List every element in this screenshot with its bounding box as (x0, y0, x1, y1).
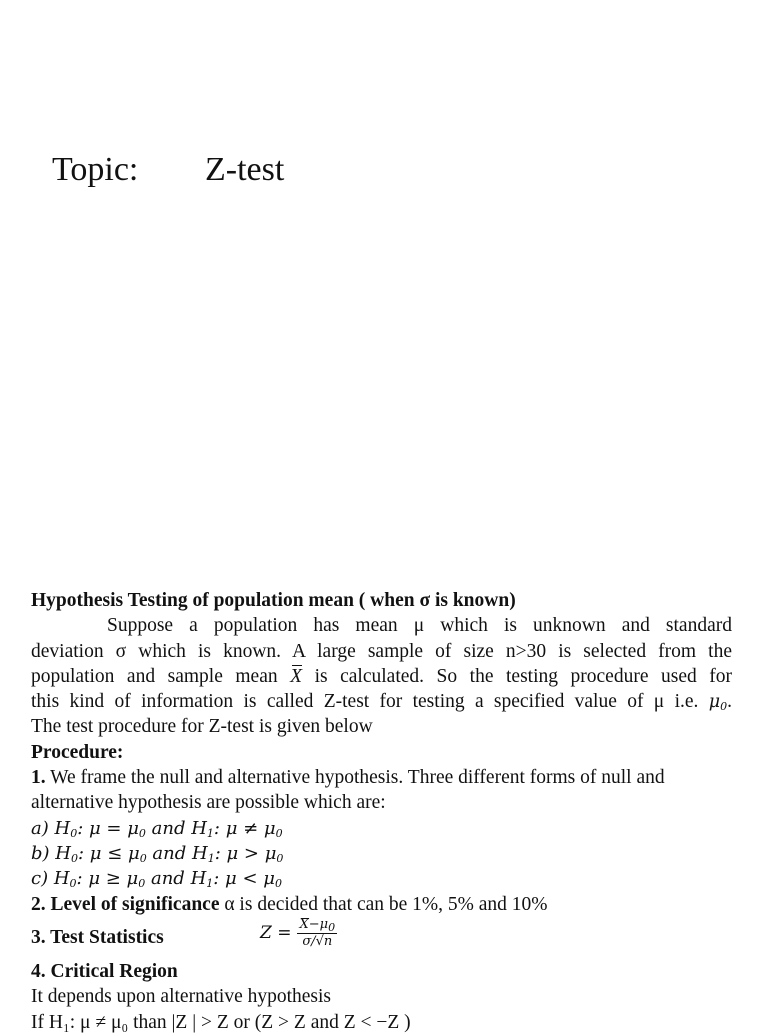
step-1-line-2: alternative hypothesis are possible which are: (31, 792, 386, 814)
sample-mean-symbol: X (290, 664, 302, 689)
document-body (31, 588, 732, 1009)
intro-line-1: Suppose a population has mean μ which is unknown and standard (107, 615, 732, 637)
intro-line-3 (31, 664, 732, 689)
hypothesis-form-a: a) $H_0$: $\mu = \mu_0$ and $H_1$: $\mu \ne \mu_0$ (31, 817, 283, 840)
z-formula-fraction (297, 917, 337, 950)
z-formula (260, 917, 337, 950)
hypothesis-form-b: b) $H_0$: $\mu \le \mu_0$ and $H_1$: $\mu > \mu_0$ (31, 842, 284, 865)
z-formula-lhs: Z = (260, 922, 292, 943)
step-4-label: 4. Critical Region (31, 960, 178, 982)
step-4-text: It depends upon alternative hypothesis (31, 986, 332, 1008)
topic-title (52, 150, 284, 190)
step-1-line-1 (31, 765, 732, 790)
step-3 (31, 917, 732, 959)
step-1-number: 1. (31, 767, 46, 789)
intro-line-2: deviation σ which is known. A large sample of size n>30 is selected from the (31, 640, 732, 662)
intro-line-3-start: population and sample mean (31, 665, 278, 687)
procedure-title: Procedure: (31, 741, 124, 763)
intro-line-4 (31, 689, 732, 714)
step-1-text: We frame the null and alternative hypothesis. Three different forms of null and (50, 767, 665, 789)
topic-value: Z-test (205, 151, 285, 188)
step-2-label: 2. Level of significance (31, 893, 220, 915)
intro-line-3-end: is calculated. So the testing procedure used for (314, 665, 732, 687)
step-3-label: 3. Test Statistics (31, 926, 164, 948)
step-2-text: α is decided that can be 1%, 5% and 10% (224, 893, 548, 915)
intro-line-4-end: . (727, 691, 732, 713)
step-4-cut-line: If H₁: μ ≠ μ₀ than |Z | > Z or (Z > Z and Z < −Z ) (31, 1012, 411, 1033)
section-heading: Hypothesis Testing of population mean ( when σ is known) (31, 590, 516, 611)
step-2 (31, 892, 732, 917)
intro-line-5: The test procedure for Z-test is given below (31, 716, 373, 738)
z-formula-denominator: σ/√n (302, 933, 333, 949)
intro-line-4-start: this kind of information is called Z-test for testing a specified value of μ i.e. (31, 691, 699, 713)
topic-label: Topic: (52, 151, 139, 188)
mu-zero-symbol: $\mu_0$ (708, 692, 728, 714)
z-formula-numerator: $X-\mu_0$ (299, 916, 336, 934)
hypothesis-form-c: c) $H_0$: $\mu \ge \mu_0$ and $H_1$: $\mu < \mu_0$ (31, 868, 282, 891)
